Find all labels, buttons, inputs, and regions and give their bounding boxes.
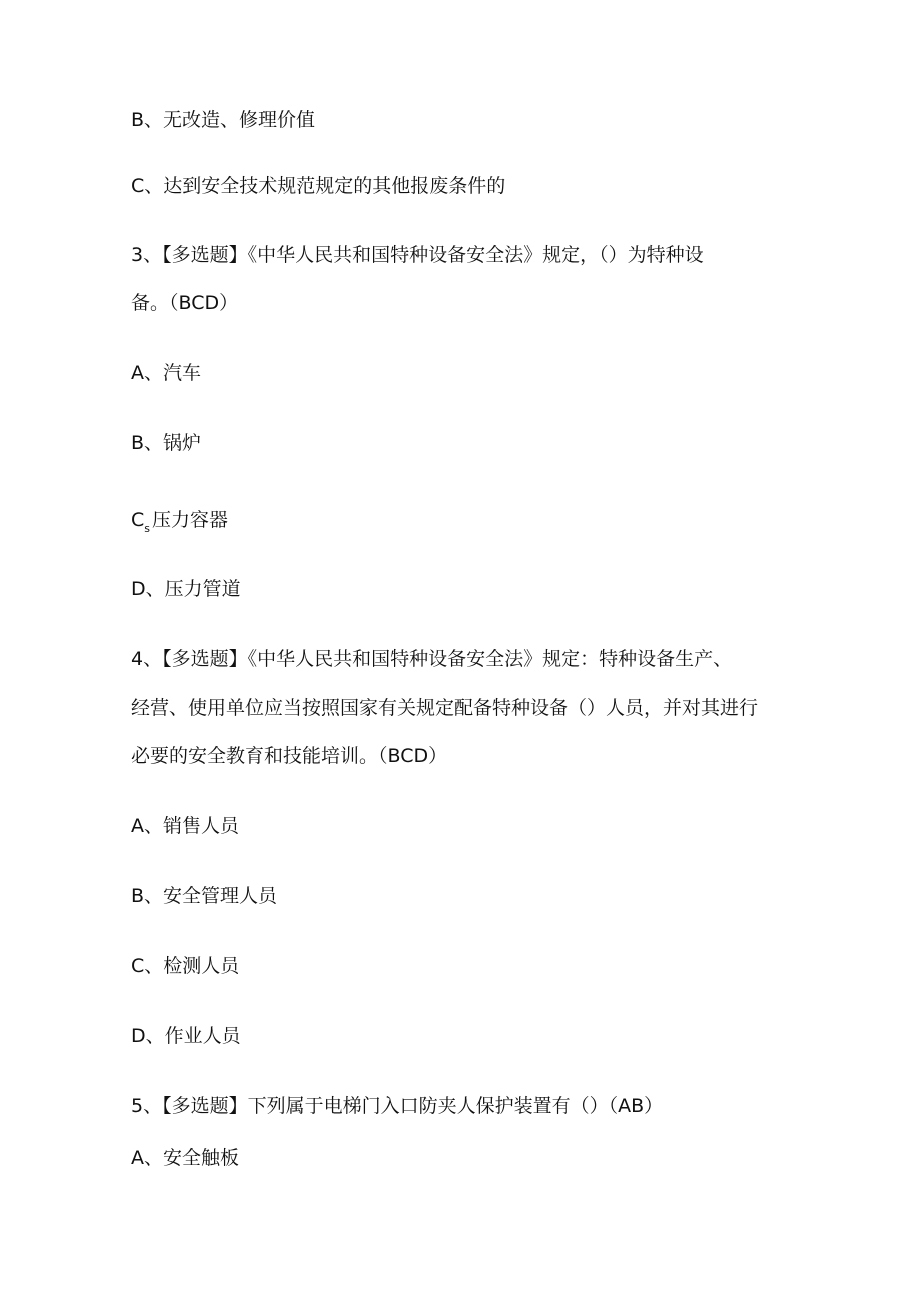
question-4-line-2: 经营、使用单位应当按照国家有关规定配备特种设备（）人员，并对其进行 — [131, 697, 759, 719]
option-a-safety-edge: A、安全触板 — [131, 1147, 239, 1169]
option-c-text: 压力容器 — [152, 509, 229, 531]
option-c-letter: C — [131, 509, 145, 531]
question-4-line-1: 4、【多选题】《中华人民共和国特种设备安全法》规定：特种设备生产、 — [131, 648, 733, 670]
option-d-pressure-pipe: D、压力管道 — [131, 578, 241, 600]
question-5-line-1: 5、【多选题】下列属于电梯门入口防夹人保护装置有（）（AB） — [131, 1095, 664, 1117]
option-a-car: A、汽车 — [131, 362, 201, 384]
option-c-other-scrap-conditions: C、达到安全技术规范规定的其他报废条件的 — [131, 175, 506, 197]
option-b-boiler: B、锅炉 — [131, 432, 202, 454]
option-c-pressure-vessel — [131, 509, 229, 535]
question-3-line-2: 备。（BCD） — [131, 292, 239, 314]
question-3-line-1: 3、【多选题】《中华人民共和国特种设备安全法》规定，（）为特种设 — [131, 244, 704, 266]
option-b-no-repair-value: B、无改造、修理价值 — [131, 109, 316, 131]
option-a-sales-personnel: A、销售人员 — [131, 815, 239, 837]
option-b-safety-management-personnel: B、安全管理人员 — [131, 885, 278, 907]
option-d-operating-personnel: D、作业人员 — [131, 1025, 241, 1047]
option-c-subscript: s — [144, 522, 151, 535]
question-4-line-3: 必要的安全教育和技能培训。（BCD） — [131, 745, 448, 767]
option-c-inspection-personnel: C、检测人员 — [131, 955, 240, 977]
